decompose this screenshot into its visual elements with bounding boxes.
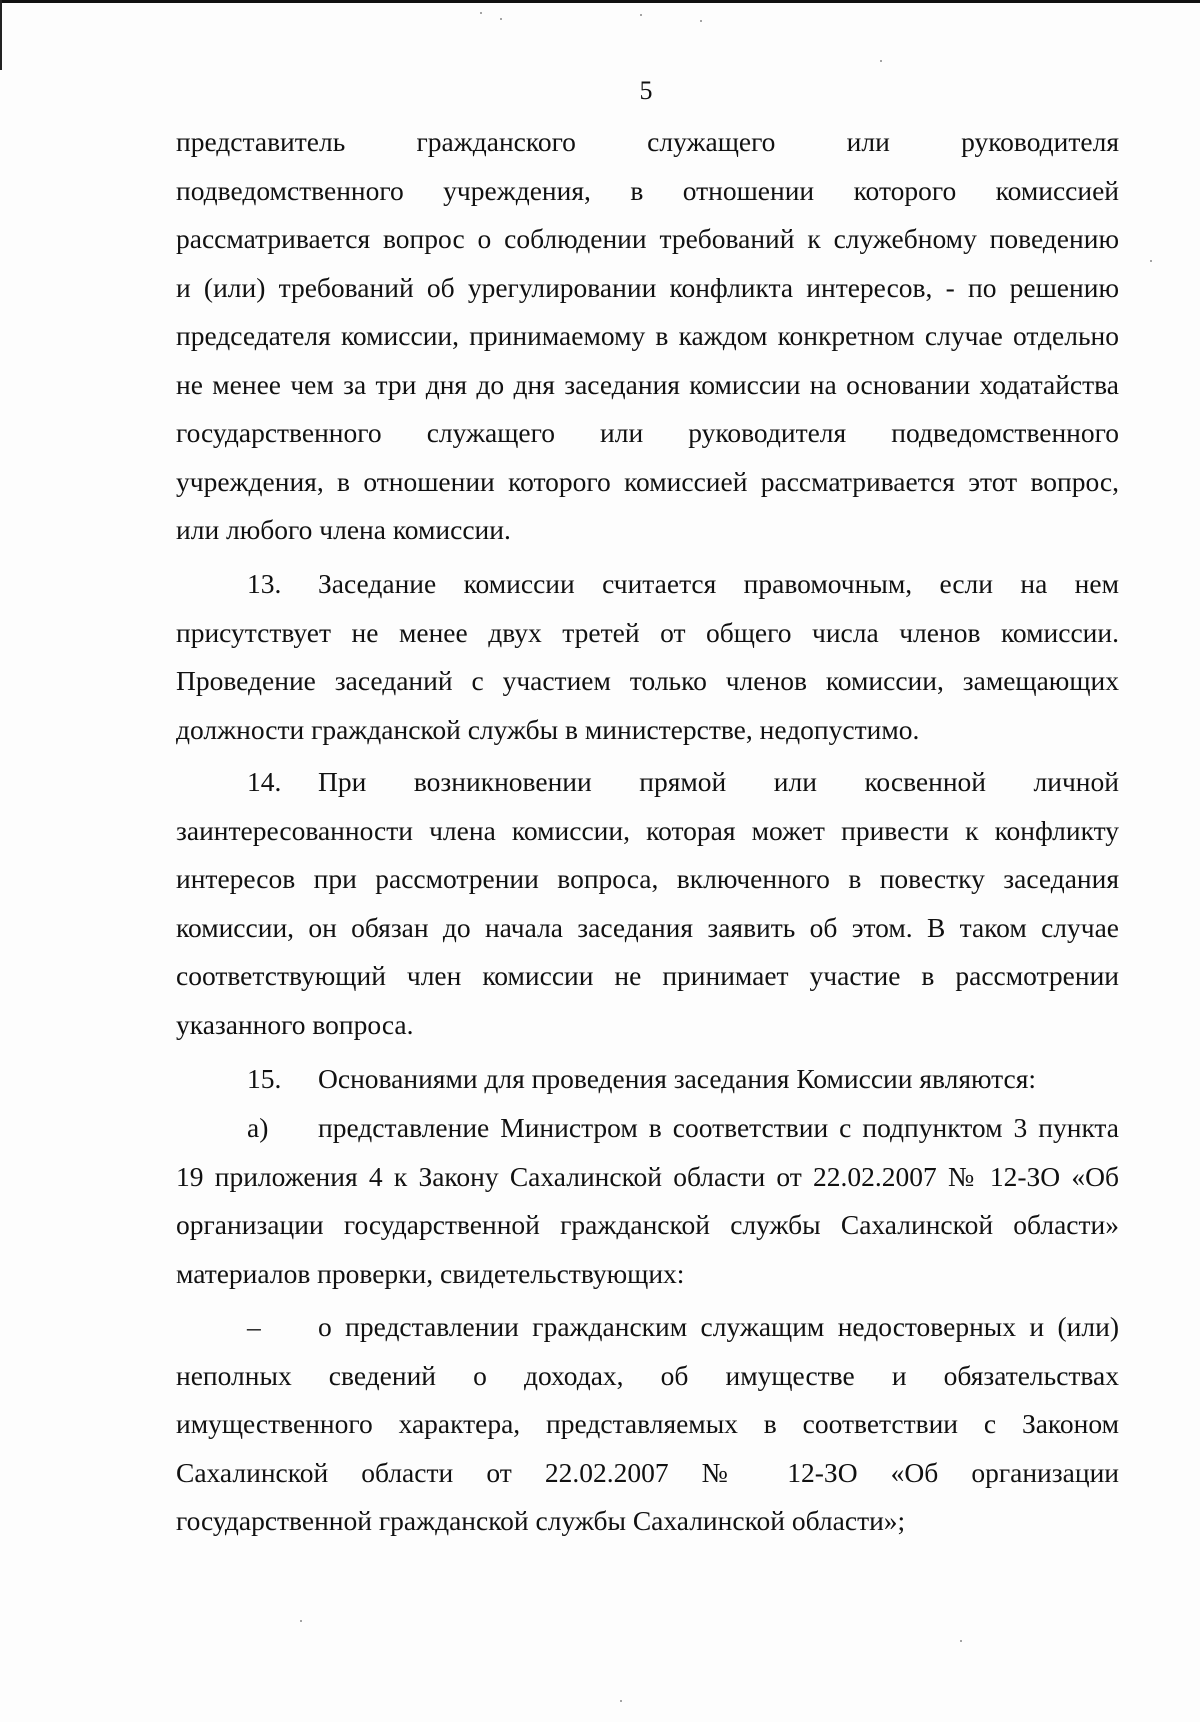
text-line: подведомственного учреждения, в отношении которого комиссией [176,174,1119,206]
paragraph-first-line [176,560,1119,609]
paragraph-12-continuation [176,118,1119,555]
scan-speck [300,1620,302,1622]
text-line: Проведение заседаний с участием только членов комиссии, замещающих [176,665,1119,696]
text-line: не менее чем за три дня до дня заседания комиссии на основании ходатайства [176,368,1119,400]
text-line: учреждения, в отношении которого комиссией рассматривается этот вопрос, [176,465,1119,497]
text-line: организации государственной гражданской службы Сахалинской области» [176,1209,1119,1240]
scan-speck [500,18,502,20]
text-line: представитель гражданского служащего или руководителя [176,126,1119,157]
text-fragment: представление Министром в соответствии с подпунктом 3 пункта [318,1112,1119,1143]
text-line: государственной гражданской службы Сахалинской области»; [176,1505,906,1536]
list-marker: – [247,1311,261,1342]
scan-edge-top [0,0,1200,3]
scan-speck [620,1700,622,1702]
text-line: интересов при рассмотрении вопроса, включенного в повестку заседания [176,863,1119,894]
text-line: 19 приложения 4 к Закону Сахалинской области от 22.02.2007 № 12-ЗО «Об [176,1160,1119,1192]
page-number: 5 [639,76,653,105]
paragraph-first-line [176,1055,1119,1104]
text-line: указанного вопроса. [176,1008,414,1040]
paragraph-number: 14. [247,766,282,797]
text-line: присутствует не менее двух третей от общего числа членов комиссии. [176,616,1119,648]
text-fragment: Заседание комиссии считается правомочным, если на нем [318,568,1119,599]
scan-speck [960,1640,962,1642]
paragraph-first-line [176,1303,1119,1352]
paragraph-first-line [176,758,1119,807]
paragraph-number: 13. [247,568,282,599]
paragraph-number: 15. [247,1063,282,1094]
text-fragment: о представлении гражданским служащим недостоверных и (или) [318,1311,1119,1342]
text-line: соответствующий член комиссии не принимает участие в рассмотрении [176,960,1119,991]
scan-speck [640,14,642,16]
text-line: неполных сведений о доходах, об имуществе и обязательствах [176,1359,1119,1391]
text-line: председателя комиссии, принимаемому в каждом конкретном случае отдельно [176,320,1119,351]
text-line: Сахалинской области от 22.02.2007 № 12-ЗО «Об организации [176,1456,1119,1488]
dash-item [176,1303,1119,1546]
text-line: и (или) требований об урегулировании конфликта интересов, - по решению [176,271,1119,303]
text-line: государственного служащего или руководителя подведомственного [176,417,1119,448]
scan-speck [700,20,702,22]
text-line: рассматривается вопрос о соблюдении требований к служебному поведению [176,223,1119,254]
text-line: комиссии, он обязан до начала заседания заявить об этом. В таком случае [176,911,1119,943]
text-line: имущественного характера, представляемых в соответствии с Законом [176,1408,1119,1439]
text-line: материалов проверки, свидетельствующих: [176,1257,685,1289]
text-fragment: Основаниями для проведения заседания Комиссии являются: [318,1063,1037,1094]
list-marker: а) [247,1112,269,1143]
scan-edge-left [0,0,2,70]
scan-speck [880,60,882,62]
text-line: заинтересованности члена комиссии, которая может привести к конфликту [176,814,1119,846]
scan-speck [480,12,482,14]
scan-speck [1150,260,1152,262]
text-line: должности гражданской службы в министерстве, недопустимо. [176,713,920,745]
paragraph-first-line [176,1104,1119,1153]
paragraph-15 [176,1055,1119,1104]
paragraph-14 [176,758,1119,1049]
paragraph-13 [176,560,1119,754]
text-line: или любого члена комиссии. [176,514,511,545]
subparagraph-a [176,1104,1119,1298]
text-fragment: При возникновении прямой или косвенной личной [318,766,1119,797]
